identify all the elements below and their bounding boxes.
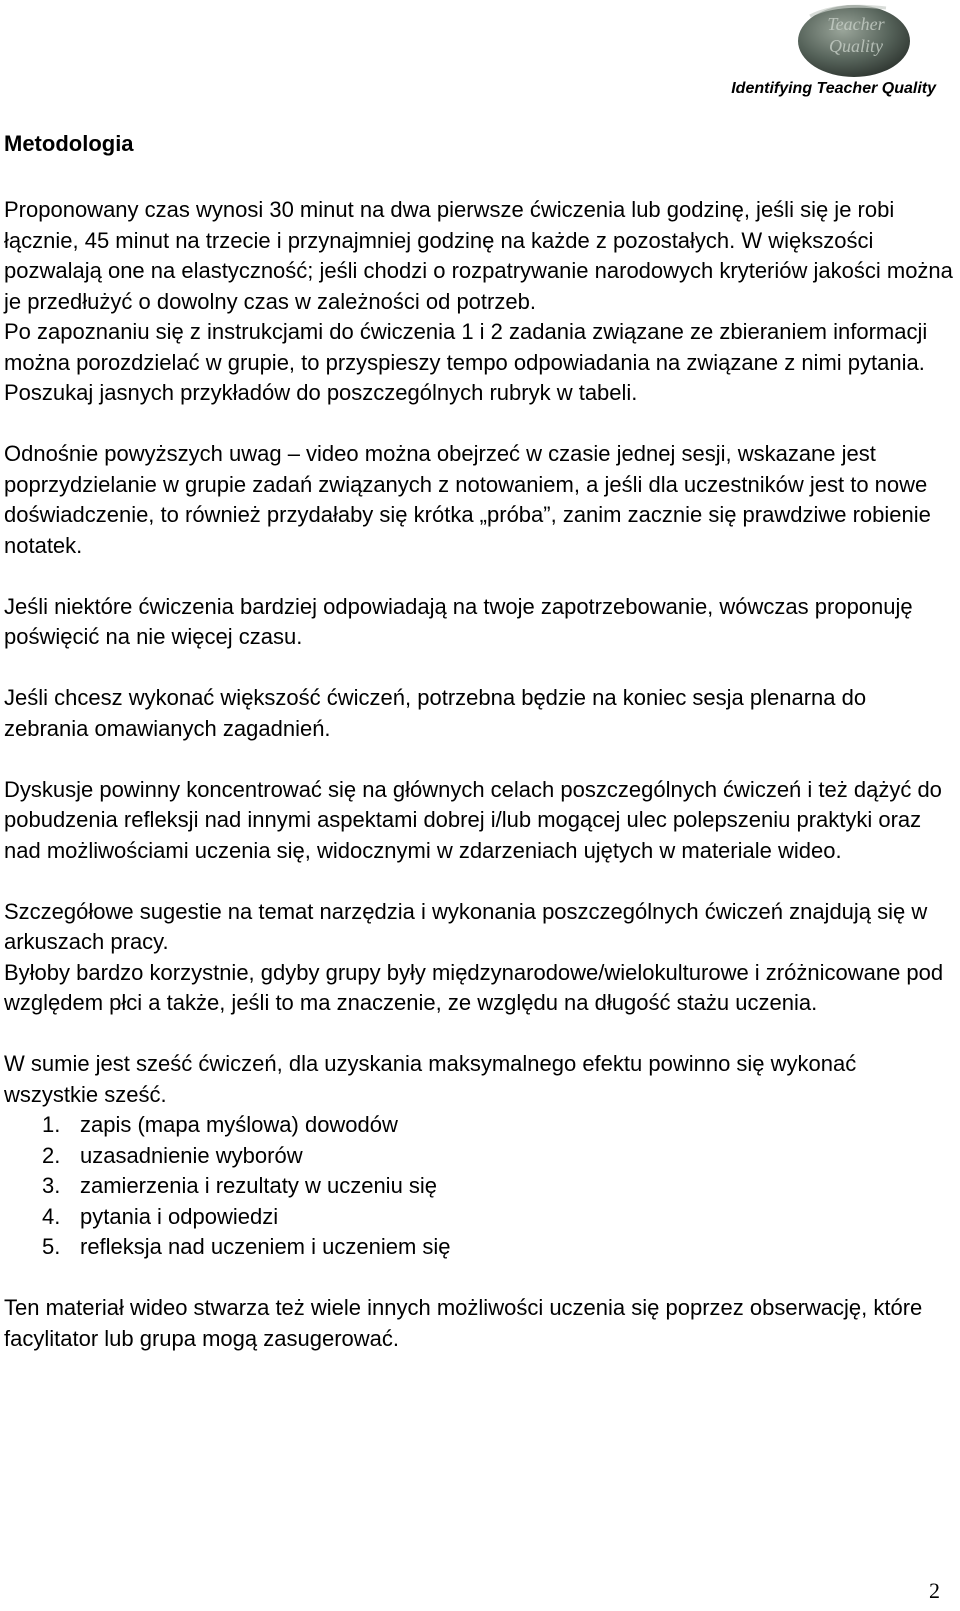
paragraph: Szczegółowe sugestie na temat narzędzia i wykonania poszczególnych ćwiczeń znajdują się w arkuszach pracy. — [4, 898, 928, 954]
paragraph: Proponowany czas wynosi 30 minut na dwa pierwsze ćwiczenia lub godzinę, jeśli się je robi łącznie, 45 minut na trzecie i przynajmniej godzinę na każde z pozostałych. W większości pozwalają one na elastyczność; jeśli chodzi o rozpatrywanie narodowych kryteriów jakości można je przedłużyć o dowolny czas w zależności od potrzeb. — [4, 197, 953, 314]
list-item: 3. zamierzenia i rezultaty w uczeniu się — [42, 1173, 438, 1198]
paragraph: Jeśli niektóre ćwiczenia bardziej odpowiadają na twoje zapotrzebowanie, wówczas proponuję poświęcić na nie więcej czasu. — [4, 593, 913, 649]
section-title: Metodologia — [4, 131, 134, 156]
paragraph: Odnośnie powyższych uwag – video można obejrzeć w czasie jednej sesji, wskazane jest poprzydzielanie w grupie zadań związanych z notowaniem, a jeśli dla uczestników jest to nowe doświadczenie, to również przydałaby się krótka „próba”, zanim zacznie się prawdziwe robienie notatek. — [4, 441, 931, 558]
list-item: 2. uzasadnienie wyborów — [42, 1142, 303, 1168]
svg-text:Quality: Quality — [829, 36, 883, 56]
document-body — [4, 195, 956, 1354]
list-item: 4. pytania i odpowiedzi — [42, 1203, 279, 1229]
svg-text:Teacher: Teacher — [827, 14, 885, 34]
teacher-quality-logo — [796, 2, 916, 82]
paragraph: Jeśli chcesz wykonać większość ćwiczeń, potrzebna będzie na koniec sesja plenarna do zebrania omawianych zagadnień. — [4, 685, 867, 741]
paragraph: Byłoby bardzo korzystnie, gdyby grupy były międzynarodowe/wielokulturowe i zróżnicowane pod względem płci a także, jeśli to ma znaczenie, ze względu na długość stażu uczenia. — [4, 959, 944, 1015]
paragraph: Dyskusje powinny koncentrować się na głównych celach poszczególnych ćwiczeń i też dążyć do pobudzenia refleksji nad innymi aspektami dobrej i/lub mogącej ulec polepszeniu praktyki oraz nad możliwościami uczenia się, widocznymi w zdarzeniach ujętych w materiale wideo. — [4, 776, 942, 863]
paragraph: W sumie jest sześć ćwiczeń, dla uzyskania maksymalnego efektu powinno się wykonać wszystkie sześć. — [4, 1051, 857, 1107]
list-item: 1. zapis (mapa myślowa) dowodów — [42, 1112, 398, 1137]
paragraph: Po zapoznaniu się z instrukcjami do ćwiczenia 1 i 2 zadania związane ze zbieraniem informacji można porozdzielać w grupie, to przyspieszy tempo odpowiadania na związane z nimi pytania. Poszukaj jasnych przykładów do poszczególnych rubryk w tabeli. — [4, 319, 928, 405]
list-item: 5. refleksja nad uczeniem i uczeniem się — [42, 1234, 451, 1259]
page-number: 2 — [929, 1578, 940, 1603]
paragraph: Ten materiał wideo stwarza też wiele innych możliwości uczenia się poprzez obserwację, które facylitator lub grupa mogą zasugerować. — [4, 1295, 923, 1351]
header-title: Identifying Teacher Quality — [731, 80, 936, 97]
exercise-list — [4, 1110, 956, 1263]
